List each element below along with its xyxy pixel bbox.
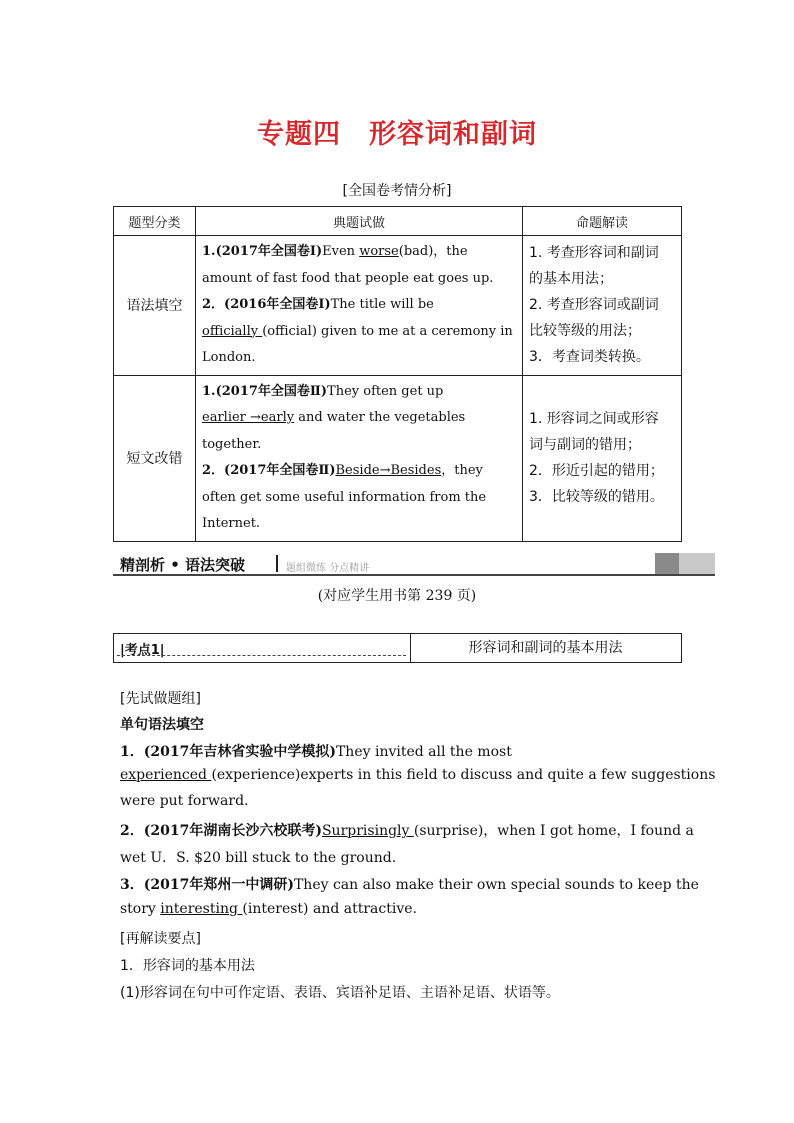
interp-line: 比较等级的用法； (529, 323, 641, 340)
q-text: (experience)experts in this field to discuss and quite a few suggestions (211, 767, 716, 783)
interp-line: 的基本用法； (529, 271, 613, 288)
q-source: (2017年全国卷Ⅰ) (215, 244, 323, 259)
header-type: 题型分类 (114, 207, 196, 236)
question-2-line-2: wet U．S. $20 bill stuck to the ground. (120, 850, 397, 866)
q-answer: Beside→Besides (335, 463, 442, 478)
question-3-line-1 (120, 874, 699, 894)
kaodian-label: |考点1| (120, 643, 165, 658)
header-example: 典题试做 (196, 207, 523, 236)
line: amount of fast food that people eat goes up. (202, 270, 494, 286)
type-cell: 短文改错 (114, 375, 196, 541)
q-text: They invited all the most (335, 744, 512, 760)
interp-line: 3．考查词类转换。 (529, 349, 650, 366)
section-bar-rule (113, 574, 715, 576)
q-number: 2． (202, 297, 225, 312)
example-cell (196, 375, 523, 541)
kaodian-dashed-line (117, 655, 406, 656)
line: London. (202, 350, 256, 365)
type-cell: 语法填空 (114, 236, 196, 376)
q-source: (2017年全国卷Ⅱ) (224, 463, 336, 478)
q-number: 1． (120, 744, 144, 760)
example-cell (196, 236, 523, 376)
analysis-table (113, 206, 682, 542)
header-interpretation: 命题解读 (523, 207, 682, 236)
section-bar-title: 精剖析 • 语法突破 (120, 556, 246, 574)
table-header-row (114, 207, 682, 236)
heading-key-points: [再解读要点] (120, 931, 201, 947)
interp-line: 2. 考查形容词或副词 (529, 297, 659, 314)
line (202, 292, 516, 319)
line (202, 319, 516, 346)
point-1-1: (1)形容词在句中可作定语、表语、宾语补足语、主语补足语、状语等。 (120, 985, 560, 1001)
line: often get some useful information from the (202, 489, 487, 505)
q-number: 2． (202, 463, 225, 478)
q-number: 3． (120, 877, 144, 893)
q-text: (interest) and attractive. (242, 901, 417, 917)
point-1-heading: 1．形容词的基本用法 (120, 958, 255, 974)
q-answer: officially (202, 323, 263, 339)
q-text: They can also make their own special sounds to keep the (293, 877, 699, 893)
question-1-line-3: were put forward. (120, 793, 249, 809)
q-text: story (120, 901, 161, 917)
interpretation-cell (523, 236, 682, 376)
q-text: (bad)，the (398, 244, 468, 259)
reference-note: (对应学生用书第 239 页) (317, 588, 477, 604)
section-bar-light-block (679, 553, 715, 575)
interp-line: 1. 考查形容词和副词 (529, 245, 659, 262)
line (202, 405, 516, 432)
heading-fill-blank: 单句语法填空 (120, 717, 204, 733)
q-answer: worse (359, 244, 399, 259)
section-bar-subtitle: 题组微练 分点精讲 (286, 563, 370, 574)
interpretation-cell (523, 375, 682, 541)
table-caption: [全国卷考情分析] (342, 183, 452, 199)
q-answer: earlier →early (202, 410, 295, 425)
line (202, 379, 516, 406)
q-text: They often get up (327, 383, 444, 399)
interp-line: 3．比较等级的错用。 (529, 489, 664, 505)
q-answer: experienced (120, 767, 212, 783)
q-text: (surprise)，when I got home，I found a (413, 823, 694, 839)
table-row (114, 375, 682, 541)
q-source: (2017年郑州一中调研) (143, 877, 294, 893)
question-1-line-1 (120, 741, 512, 761)
question-1-line-2 (120, 767, 715, 783)
line: together. (202, 436, 262, 452)
q-source: (2016年全国卷Ⅰ) (224, 297, 331, 312)
q-text: and water the vegetables (294, 410, 466, 425)
interp-line: 词与副词的错用； (529, 437, 641, 453)
q-number: 1. (202, 383, 216, 399)
question-3-line-2 (120, 901, 417, 917)
q-answer: interesting (160, 901, 243, 917)
q-text: The title will be (330, 297, 434, 312)
interp-line: 1. 形容词之间或形容 (529, 411, 659, 427)
line: Internet. (202, 516, 261, 531)
page-title: 专题四 形容词和副词 (257, 119, 537, 150)
q-number: 1. (202, 244, 216, 259)
q-answer: Surprisingly (321, 823, 414, 839)
q-text: ，they (441, 463, 483, 478)
line (202, 458, 516, 485)
question-2-line-1 (120, 820, 694, 840)
q-source: (2017年湖南长沙六校联考) (143, 823, 322, 839)
section-bar-dark-block (655, 553, 679, 575)
q-source: (2017年全国卷Ⅱ) (215, 383, 328, 399)
section-bar-separator (276, 555, 278, 572)
kaodian-title: 形容词和副词的基本用法 (468, 640, 623, 656)
heading-pretest: [先试做题组] (120, 691, 201, 707)
q-text: Even (322, 244, 360, 259)
line (202, 239, 516, 266)
q-source: (2017年吉林省实验中学模拟) (143, 744, 336, 760)
q-number: 2． (120, 823, 144, 839)
table-row (114, 236, 682, 376)
q-text: (official) given to me at a ceremony in (262, 323, 513, 339)
interp-line: 2．形近引起的错用； (529, 463, 664, 479)
